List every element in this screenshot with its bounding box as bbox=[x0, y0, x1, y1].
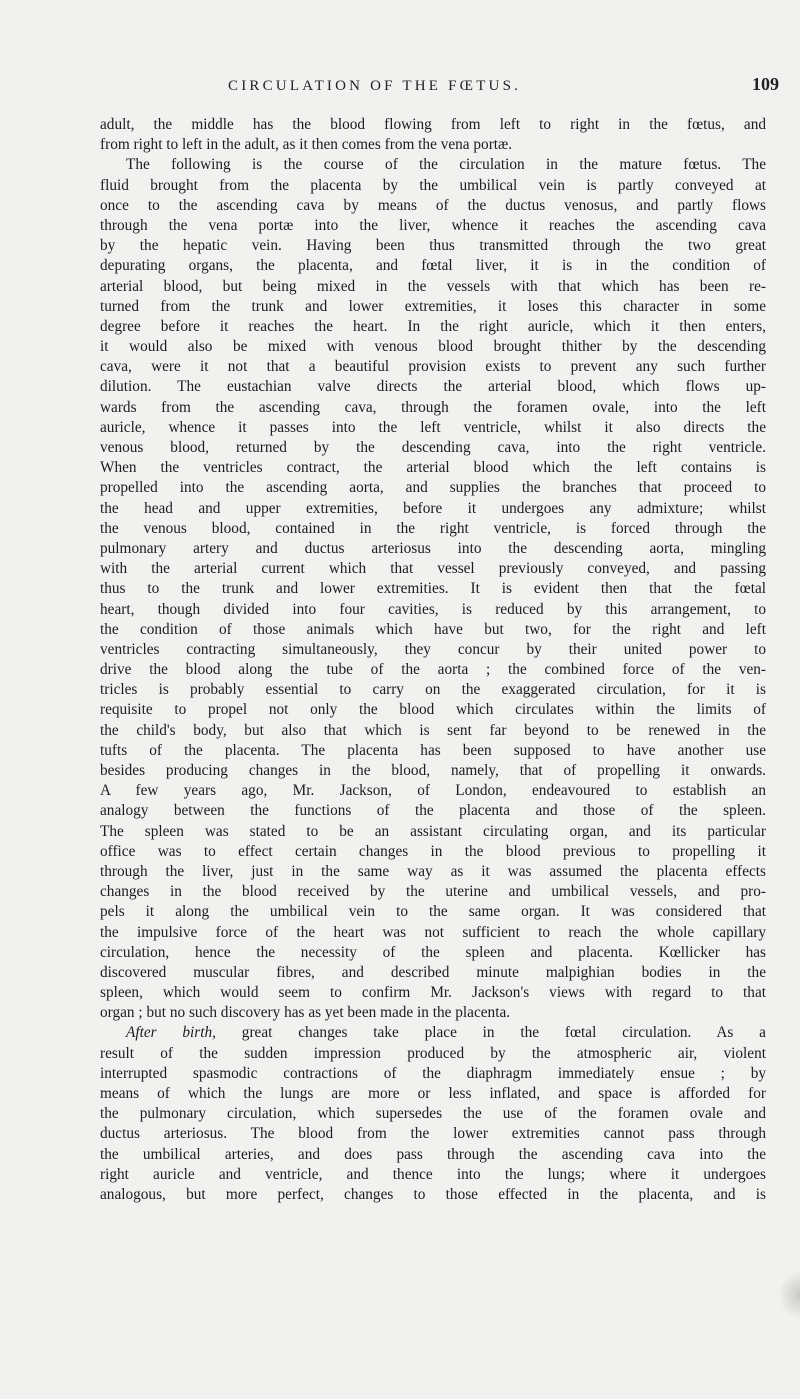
text-line: arterial blood, but being mixed in the vessels with that which has been re- bbox=[100, 277, 766, 295]
text-line: pulmonary artery and ductus arteriosus into the descending aorta, mingling bbox=[100, 539, 766, 557]
text-line: The following is the course of the circulation in the mature fœtus. The bbox=[126, 156, 766, 174]
text-line: When the ventricles contract, the arterial blood which the left contains is bbox=[100, 459, 766, 477]
text-line: tufts of the placenta. The placenta has been supposed to have another use bbox=[100, 741, 766, 759]
text-line: The spleen was stated to be an assistant circulating organ, and its particular bbox=[100, 822, 766, 840]
text-line: through the vena portæ into the liver, whence it reaches the ascending cava bbox=[100, 216, 766, 234]
text-line: changes in the blood received by the uterine and umbilical vessels, and pro- bbox=[100, 883, 766, 901]
text-line: ductus arteriosus. The blood from the lower extremities cannot pass through bbox=[100, 1125, 766, 1143]
text-line: from right to left in the adult, as it then comes from the vena portæ. bbox=[100, 136, 513, 154]
text-line: the condition of those animals which have but two, for the right and left bbox=[100, 620, 766, 638]
running-head: CIRCULATION OF THE FŒTUS. bbox=[228, 78, 522, 94]
text-line: propelled into the ascending aorta, and supplies the branches that proceed to bbox=[100, 479, 766, 497]
text-line: auricle, whence it passes into the left ventricle, whilst it also directs the bbox=[100, 418, 766, 436]
body-text bbox=[100, 115, 766, 1205]
text-line: pels it along the umbilical vein to the same organ. It was considered that bbox=[100, 903, 766, 921]
after-birth-emphasis: After birth, bbox=[126, 1024, 216, 1042]
text-line: tricles is probably essential to carry on the exaggerated circulation, for it is bbox=[100, 681, 766, 699]
text-line: the head and upper extremities, before it undergoes any admixture; whilst bbox=[100, 499, 766, 517]
text-line: it would also be mixed with venous blood brought thither by the descending bbox=[100, 338, 766, 356]
text-line: the venous blood, contained in the right ventricle, is forced through the bbox=[100, 519, 766, 537]
text-line: venous blood, returned by the descending cava, into the right ventricle. bbox=[100, 439, 766, 456]
text-line: the impulsive force of the heart was not sufficient to reach the whole capillary bbox=[100, 923, 766, 941]
text-line: once to the ascending cava by means of the ductus venosus, and partly flows bbox=[100, 196, 766, 214]
text-line: A few years ago, Mr. Jackson, of London, endeavoured to establish an bbox=[100, 782, 766, 800]
text-line: the child's body, but also that which is sent far beyond to be renewed in the bbox=[100, 721, 766, 739]
page-edge-shadow bbox=[778, 1270, 800, 1320]
text-line: cava, were it not that a beautiful provision exists to prevent any such further bbox=[100, 358, 766, 376]
text-line: dilution. The eustachian valve directs the arterial blood, which flows up- bbox=[100, 378, 766, 396]
after-birth-rest: great changes take place in the fœtal circulation. As a bbox=[215, 1024, 766, 1042]
text-line: heart, though divided into four cavities, is reduced by this arrangement, to bbox=[100, 600, 766, 618]
text-line: discovered muscular fibres, and described minute malpighian bodies in the bbox=[100, 963, 766, 981]
text-line: the pulmonary circulation, which supersedes the use of the foramen ovale and bbox=[100, 1105, 766, 1123]
text-line: besides producing changes in the blood, namely, that of propelling it onwards. bbox=[100, 762, 766, 779]
text-line: degree before it reaches the heart. In the right auricle, which it then enters, bbox=[100, 317, 766, 335]
text-line: turned from the trunk and lower extremities, it loses this character in some bbox=[100, 297, 766, 315]
text-line: by the hepatic vein. Having been thus transmitted through the two great bbox=[100, 237, 766, 255]
text-line: ventricles contracting simultaneously, they concur by their united power to bbox=[100, 640, 766, 658]
text-line: analogous, but more perfect, changes to those effected in the placenta, and is bbox=[100, 1185, 766, 1203]
text-line: adult, the middle has the blood flowing from left to right in the fœtus, and bbox=[100, 116, 766, 133]
text-line: spleen, which would seem to confirm Mr. Jackson's views with regard to that bbox=[100, 984, 766, 1002]
text-line: drive the blood along the tube of the aorta ; the combined force of the ven- bbox=[100, 661, 766, 679]
text-line: with the arterial current which that vessel previously conveyed, and passing bbox=[100, 560, 766, 578]
text-line: fluid brought from the placenta by the umbilical vein is partly conveyed at bbox=[100, 176, 766, 194]
after-birth-line bbox=[100, 1023, 766, 1043]
text-line: office was to effect certain changes in the blood previous to propelling it bbox=[100, 842, 766, 860]
text-line: analogy between the functions of the placenta and those of the spleen. bbox=[100, 802, 766, 820]
text-line: thus to the trunk and lower extremities. It is evident then that the fœtal bbox=[100, 580, 766, 598]
text-line: the umbilical arteries, and does pass through the ascending cava into the bbox=[100, 1145, 766, 1163]
page-number: 109 bbox=[752, 74, 779, 94]
text-line: requisite to propel not only the blood which circulates within the limits of bbox=[100, 701, 766, 719]
text-line: means of which the lungs are more or less inflated, and space is afforded for bbox=[100, 1085, 766, 1102]
text-line: wards from the ascending cava, through the foramen ovale, into the left bbox=[100, 398, 766, 416]
text-line: result of the sudden impression produced by the atmospheric air, violent bbox=[100, 1044, 766, 1062]
text-line: right auricle and ventricle, and thence into the lungs; where it undergoes bbox=[100, 1165, 766, 1183]
text-line: through the liver, just in the same way as it was assumed the placenta effects bbox=[100, 862, 766, 880]
text-line: interrupted spasmodic contractions of the diaphragm immediately ensue ; by bbox=[100, 1064, 766, 1082]
text-line: circulation, hence the necessity of the spleen and placenta. Kœllicker has bbox=[100, 943, 766, 961]
text-line: depurating organs, the placenta, and fœtal liver, it is in the condition of bbox=[100, 257, 766, 275]
text-line: organ ; but no such discovery has as yet been made in the placenta. bbox=[100, 1004, 511, 1022]
